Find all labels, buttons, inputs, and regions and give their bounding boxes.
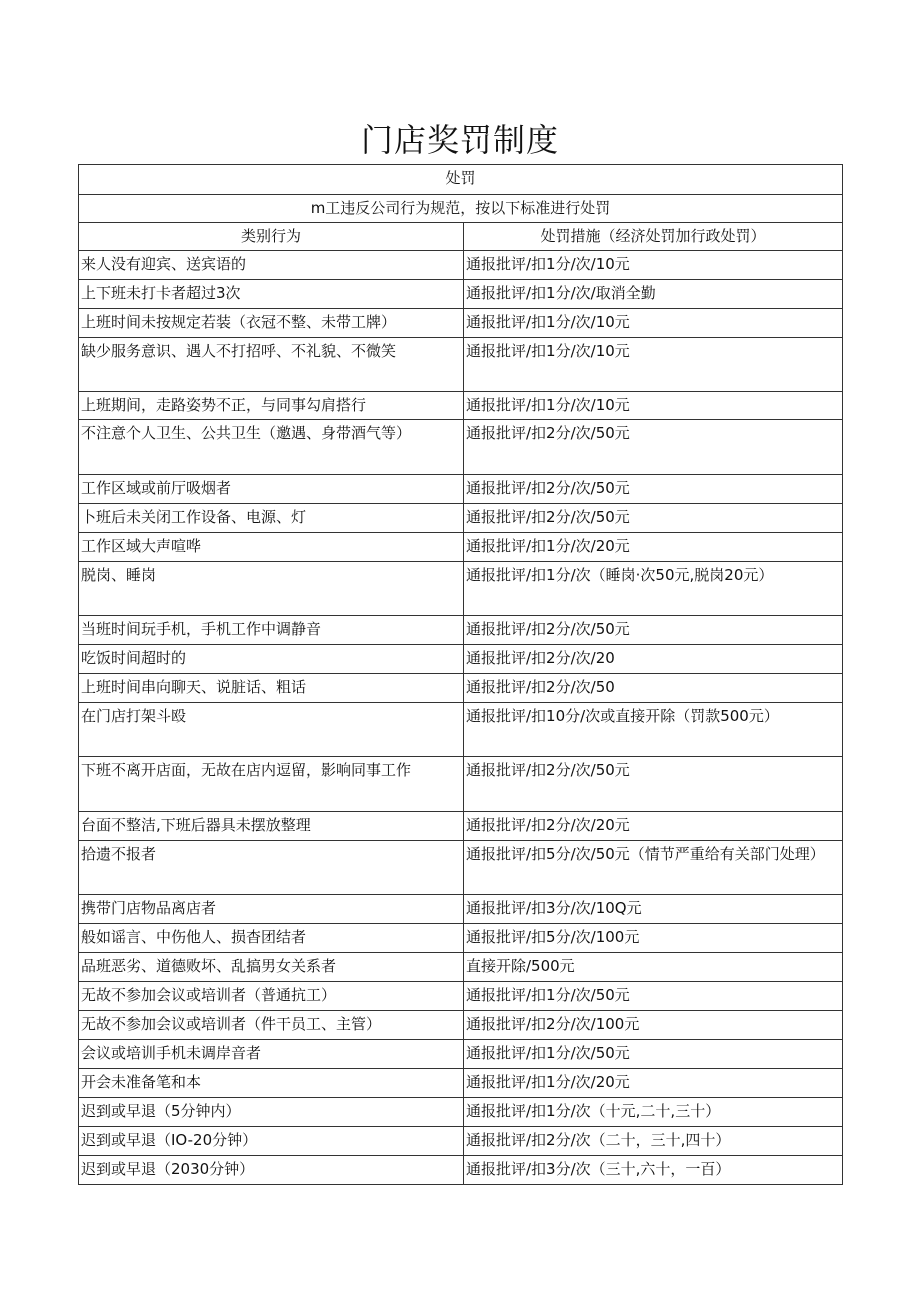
column-header-row bbox=[79, 223, 843, 251]
behavior-cell: 来人没有迎宾、送宾语的 bbox=[79, 251, 464, 280]
penalty-table bbox=[78, 164, 843, 1185]
behavior-cell: 迟到或早退（5分钟内） bbox=[79, 1098, 464, 1127]
table-row bbox=[79, 309, 843, 338]
penalty-cell: 通报批评/扣1分/次/10元 bbox=[464, 338, 843, 392]
behavior-cell: 拾遗不报者 bbox=[79, 841, 464, 895]
intro-row bbox=[79, 195, 843, 223]
behavior-cell: 卜班后未关闭工作设备、电源、灯 bbox=[79, 504, 464, 533]
penalty-cell: 通报批评/扣1分/次/50元 bbox=[464, 1040, 843, 1069]
table-row bbox=[79, 504, 843, 533]
penalty-cell: 通报批评/扣3分/次/10Q元 bbox=[464, 895, 843, 924]
penalty-cell: 通报批评/扣2分/次/50元 bbox=[464, 475, 843, 504]
penalty-cell: 通报批评/扣2分/次/50元 bbox=[464, 420, 843, 475]
penalty-cell: 通报批评/扣2分/次/20 bbox=[464, 645, 843, 674]
intro-text: m工违反公司行为规范，按以下标准进行处罚 bbox=[79, 195, 843, 223]
penalty-cell: 通报批评/扣1分/次（十元,二十,三十） bbox=[464, 1098, 843, 1127]
table-row bbox=[79, 1040, 843, 1069]
penalty-cell: 通报批评/扣2分/次/100元 bbox=[464, 1011, 843, 1040]
table-row bbox=[79, 895, 843, 924]
behavior-cell: 台面不整洁,下班后器具未摆放整理 bbox=[79, 812, 464, 841]
table-row bbox=[79, 251, 843, 280]
behavior-cell: 迟到或早退（2030分钟） bbox=[79, 1156, 464, 1185]
behavior-cell: 工作区域大声喧哗 bbox=[79, 533, 464, 562]
table-row bbox=[79, 616, 843, 645]
penalty-cell: 通报批评/扣2分/次/50元 bbox=[464, 757, 843, 812]
behavior-cell: 无故不参加会议或培训者（普通抗工） bbox=[79, 982, 464, 1011]
penalty-cell: 通报批评/扣2分/次/50 bbox=[464, 674, 843, 703]
behavior-cell: 上班时间未按规定若装（衣冠不整、未带工牌） bbox=[79, 309, 464, 338]
section-header-row bbox=[79, 165, 843, 195]
penalty-cell: 通报批评/扣1分/次/10元 bbox=[464, 251, 843, 280]
section-header: 处罚 bbox=[79, 165, 843, 195]
table-row bbox=[79, 924, 843, 953]
table-row bbox=[79, 645, 843, 674]
behavior-cell: 会议或培训手机未调岸音者 bbox=[79, 1040, 464, 1069]
table-row bbox=[79, 982, 843, 1011]
behavior-cell: 上下班未打卡者超过3次 bbox=[79, 280, 464, 309]
penalty-cell: 通报批评/扣3分/次（三十,六十，一百） bbox=[464, 1156, 843, 1185]
penalty-cell: 通报批评/扣2分/次/50元 bbox=[464, 616, 843, 645]
behavior-cell: 当班时间玩手机，手机工作中调静音 bbox=[79, 616, 464, 645]
penalty-cell: 通报批评/扣2分/次/50元 bbox=[464, 504, 843, 533]
penalty-cell: 通报批评/扣1分/次/10元 bbox=[464, 309, 843, 338]
table-row bbox=[79, 1069, 843, 1098]
penalty-cell: 通报批评/扣1分/次/10元 bbox=[464, 392, 843, 420]
penalty-cell: 通报批评/扣5分/次/100元 bbox=[464, 924, 843, 953]
table-row bbox=[79, 812, 843, 841]
table-row bbox=[79, 1127, 843, 1156]
penalty-cell: 通报批评/扣1分/次/20元 bbox=[464, 1069, 843, 1098]
table-row bbox=[79, 338, 843, 392]
behavior-cell: 吃饭时间超时的 bbox=[79, 645, 464, 674]
table-row bbox=[79, 841, 843, 895]
penalty-cell: 通报批评/扣2分/次（二十，三十,四十） bbox=[464, 1127, 843, 1156]
penalty-cell: 通报批评/扣1分/次（睡岗·次50元,脱岗20元） bbox=[464, 562, 843, 616]
behavior-cell: 迟到或早退（IO-20分钟） bbox=[79, 1127, 464, 1156]
table-row bbox=[79, 533, 843, 562]
penalty-cell: 通报批评/扣1分/次/取消全勤 bbox=[464, 280, 843, 309]
behavior-cell: 品班恶劣、道德败坏、乱搞男女关系者 bbox=[79, 953, 464, 982]
table-row bbox=[79, 562, 843, 616]
behavior-cell: 上班期间，走路姿势不正，与同事勾肩搭行 bbox=[79, 392, 464, 420]
behavior-cell: 般如谣言、中伤他人、损杳团结者 bbox=[79, 924, 464, 953]
behavior-cell: 工作区域或前厅吸烟者 bbox=[79, 475, 464, 504]
table-row bbox=[79, 953, 843, 982]
document-title: 门店奖罚制度 bbox=[360, 121, 559, 159]
behavior-cell: 开会未准备笔和本 bbox=[79, 1069, 464, 1098]
behavior-cell: 上班时间串向聊天、说脏话、粗话 bbox=[79, 674, 464, 703]
behavior-cell: 脱岗、睡岗 bbox=[79, 562, 464, 616]
column-header-penalty: 处罚措施（经济处罚加行政处罚） bbox=[464, 223, 843, 251]
table-row bbox=[79, 1011, 843, 1040]
penalty-cell: 通报批评/扣1分/次/50元 bbox=[464, 982, 843, 1011]
behavior-cell: 在门店打架斗殴 bbox=[79, 703, 464, 757]
table-row bbox=[79, 757, 843, 812]
table-row bbox=[79, 674, 843, 703]
behavior-cell: 无故不参加会议或培训者（件干员工、主管） bbox=[79, 1011, 464, 1040]
table-row bbox=[79, 1098, 843, 1127]
table-row bbox=[79, 703, 843, 757]
penalty-cell: 通报批评/扣5分/次/50元（情节严重给有关部门处理） bbox=[464, 841, 843, 895]
table-row bbox=[79, 1156, 843, 1185]
penalty-cell: 直接开除/500元 bbox=[464, 953, 843, 982]
behavior-cell: 缺少服务意识、遇人不打招呼、不礼貌、不微笑 bbox=[79, 338, 464, 392]
penalty-cell: 通报批评/扣2分/次/20元 bbox=[464, 812, 843, 841]
behavior-cell: 携带门店物品离店者 bbox=[79, 895, 464, 924]
table-row bbox=[79, 420, 843, 475]
penalty-cell: 通报批评/扣1分/次/20元 bbox=[464, 533, 843, 562]
behavior-cell: 下班不离开店面，无故在店内逗留，影响同事工作 bbox=[79, 757, 464, 812]
table-row bbox=[79, 392, 843, 420]
penalty-cell: 通报批评/扣10分/次或直接开除（罚款500元） bbox=[464, 703, 843, 757]
column-header-behavior: 类别行为 bbox=[79, 223, 464, 251]
table-row bbox=[79, 475, 843, 504]
behavior-cell: 不注意个人卫生、公共卫生（邀遇、身带酒气等） bbox=[79, 420, 464, 475]
table-row bbox=[79, 280, 843, 309]
